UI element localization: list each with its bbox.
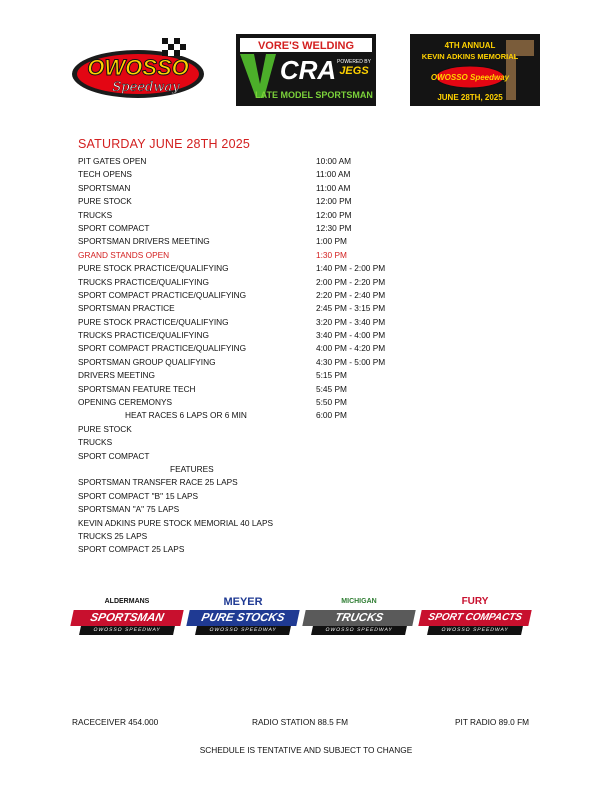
cra-powered-text: POWERED BY: [337, 59, 371, 65]
page-title: SATURDAY JUNE 28TH 2025: [78, 137, 251, 151]
raceceiver-frequency: RACECEIVER 454.000: [72, 717, 159, 727]
event-label: SPORT COMPACT 25 LAPS: [78, 544, 185, 555]
cra-late-model-logo: [236, 34, 376, 106]
event-time: 11:00 AM: [316, 169, 351, 180]
schedule-row: [78, 383, 528, 396]
event-label: OPENING CEREMONYS: [78, 397, 173, 408]
event-time: 1:00 PM: [316, 236, 347, 247]
schedule-row: [78, 155, 528, 168]
event-label: PURE STOCK: [78, 196, 132, 207]
event-label: FEATURES: [170, 463, 214, 474]
sport-compacts-class-logo: [420, 592, 530, 638]
event-label: SPORT COMPACT PRACTICE/QUALIFYING: [78, 343, 247, 354]
event-time: 3:40 PM - 4:00 PM: [316, 330, 386, 341]
disclaimer-note: SCHEDULE IS TENTATIVE AND SUBJECT TO CHANGE: [199, 745, 413, 755]
event-label: SPORTSMAN FEATURE TECH: [78, 383, 196, 394]
pure-stocks-class-logo: [188, 592, 298, 638]
event-label: HEAT RACES 6 LAPS OR 6 MIN: [125, 410, 247, 421]
event-label: TECH OPENS: [78, 169, 132, 180]
event-time: 10:00 AM: [316, 156, 352, 166]
event-label: KEVIN ADKINS PURE STOCK MEMORIAL 40 LAPS: [78, 517, 274, 528]
event-label: SPORTSMAN DRIVERS MEETING: [78, 236, 210, 247]
event-label: SPORTSMAN PRACTICE: [78, 303, 175, 314]
footer-row: [0, 717, 612, 731]
schedule-row: [78, 543, 528, 556]
event-time: 12:00 PM: [316, 209, 352, 220]
class-track: OWOSSO SPEEDWAY: [195, 626, 291, 635]
owosso-speedway-logo: [70, 34, 208, 106]
schedule-row: [78, 450, 528, 463]
schedule-list: [78, 155, 528, 557]
schedule-row: [78, 342, 528, 355]
cra-logo-art: [236, 34, 376, 106]
event-label: SPORT COMPACT "B" 15 LAPS: [78, 490, 199, 501]
event-label: SPORTSMAN GROUP QUALIFYING: [78, 356, 216, 367]
schedule-row-heading: [78, 409, 528, 422]
event-label: TRUCKS: [78, 437, 113, 448]
event-time: 5:45 PM: [316, 383, 347, 394]
schedule-row: [78, 316, 528, 329]
event-time: 5:15 PM: [316, 370, 347, 381]
event-label: SPORT COMPACT: [78, 222, 150, 233]
event-label: SPORT COMPACT: [78, 450, 150, 461]
class-name: SPORTSMAN: [70, 610, 183, 626]
schedule-row: [78, 289, 528, 302]
memorial-annual-text: 4TH ANNUAL: [444, 41, 496, 50]
owosso-logo-word: OWOSSO: [87, 55, 189, 80]
event-label: TRUCKS PRACTICE/QUALIFYING: [78, 276, 209, 287]
event-time: 2:20 PM - 2:40 PM: [316, 289, 386, 300]
schedule-row: [78, 476, 528, 489]
schedule-row: [78, 356, 528, 369]
cra-class-text: LATE MODEL SPORTSMAN: [255, 90, 373, 100]
sportsman-class-logo: [72, 592, 182, 638]
owosso-logo-script: Speedway: [112, 80, 180, 95]
schedule-row: [78, 423, 528, 436]
schedule-row: [78, 235, 528, 248]
event-label: TRUCKS: [78, 209, 113, 220]
class-sponsor: ALDERMANS: [104, 598, 150, 605]
memorial-track-text: OWOSSO Speedway: [430, 73, 510, 82]
schedule-row: [78, 530, 528, 543]
schedule-row: [78, 222, 528, 235]
class-name: TRUCKS: [302, 610, 415, 626]
event-time: 1:30 PM: [316, 249, 347, 260]
schedule-row: [78, 490, 528, 503]
event-time: 1:40 PM - 2:00 PM: [316, 263, 386, 274]
class-logo-row: [0, 592, 612, 642]
event-time: 5:50 PM: [316, 397, 347, 408]
memorial-date-text: JUNE 28TH, 2025: [437, 93, 503, 102]
event-time: 11:00 AM: [316, 182, 351, 193]
event-label: PURE STOCK PRACTICE/QUALIFYING: [78, 263, 229, 274]
event-time: 6:00 PM: [316, 410, 347, 421]
cra-jegs-text: JEGS: [339, 65, 369, 77]
logo-row: [0, 34, 612, 110]
class-name: SPORT COMPACTS: [418, 610, 531, 626]
schedule-row: [78, 262, 528, 275]
event-label: SPORTSMAN: [78, 182, 131, 193]
event-time: 2:00 PM - 2:20 PM: [316, 276, 386, 287]
schedule-row: [78, 517, 528, 530]
class-track: OWOSSO SPEEDWAY: [79, 626, 175, 635]
event-time: 2:45 PM - 3:15 PM: [316, 303, 386, 314]
schedule-row: [78, 168, 528, 181]
schedule-row: [78, 329, 528, 342]
class-sponsor: MEYER: [223, 596, 263, 608]
event-label: PIT GATES OPEN: [78, 156, 147, 166]
event-label: TRUCKS PRACTICE/QUALIFYING: [78, 330, 209, 341]
class-track: OWOSSO SPEEDWAY: [427, 626, 523, 635]
schedule-row: [78, 396, 528, 409]
schedule-row: [78, 276, 528, 289]
schedule-row: [78, 209, 528, 222]
memorial-name-text: KEVIN ADKINS MEMORIAL: [421, 52, 519, 61]
schedule-row: [78, 503, 528, 516]
event-label: SPORT COMPACT PRACTICE/QUALIFYING: [78, 289, 247, 300]
radio-station-frequency: RADIO STATION 88.5 FM: [252, 717, 349, 727]
event-time: 12:00 PM: [316, 196, 352, 207]
class-track: OWOSSO SPEEDWAY: [311, 626, 407, 635]
cra-sponsor-text: VORE'S WELDING: [257, 40, 355, 52]
event-label: TRUCKS 25 LAPS: [78, 530, 148, 541]
schedule-row: [78, 182, 528, 195]
schedule-row-highlight: [78, 249, 528, 262]
schedule-row: [78, 436, 528, 449]
schedule-row: [78, 302, 528, 315]
pit-radio-frequency: PIT RADIO 89.0 FM: [455, 717, 530, 727]
event-label: SPORTSMAN TRANSFER RACE 25 LAPS: [78, 477, 238, 488]
event-time: 12:30 PM: [316, 222, 352, 233]
class-name: PURE STOCKS: [186, 610, 299, 626]
schedule-row: [78, 195, 528, 208]
trucks-class-logo: [304, 592, 414, 638]
event-time: 3:20 PM - 3:40 PM: [316, 316, 386, 327]
class-sponsor: MICHIGAN: [341, 598, 377, 605]
event-time: 4:30 PM - 5:00 PM: [316, 356, 386, 367]
event-label: PURE STOCK: [78, 423, 132, 434]
kevin-adkins-memorial-logo: [410, 34, 540, 106]
event-label: GRAND STANDS OPEN: [78, 249, 170, 260]
schedule-row-heading: [78, 463, 528, 476]
owosso-logo-art: [70, 34, 208, 106]
event-label: PURE STOCK PRACTICE/QUALIFYING: [78, 316, 229, 327]
cra-main-text: CRA: [279, 55, 337, 85]
memorial-logo-art: [410, 34, 540, 106]
event-time: 4:00 PM - 4:20 PM: [316, 343, 386, 354]
schedule-row: [78, 369, 528, 382]
event-label: SPORTSMAN "A" 75 LAPS: [78, 504, 180, 515]
event-label: DRIVERS MEETING: [78, 370, 155, 381]
class-sponsor: FURY: [461, 596, 489, 607]
